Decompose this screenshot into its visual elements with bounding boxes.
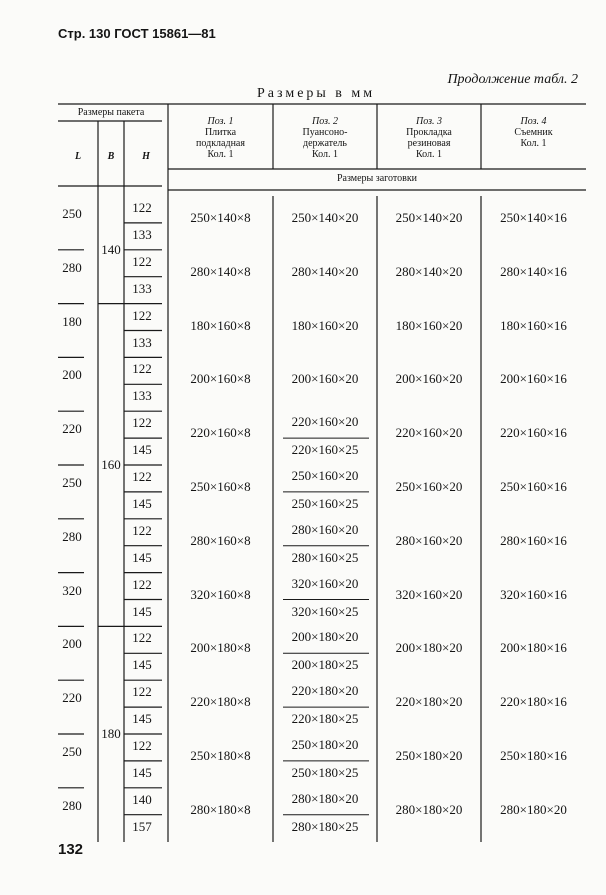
cell-L: 200 bbox=[62, 367, 82, 383]
cell-L: 250 bbox=[62, 206, 82, 221]
cell-pos3: 250×180×20 bbox=[395, 748, 463, 763]
position-2-label: Поз. 2 bbox=[312, 116, 338, 127]
cell-H: 157 bbox=[132, 818, 152, 834]
cell-L: 220 bbox=[62, 690, 82, 706]
cell-pos3: 280×180×20 bbox=[395, 801, 463, 817]
cell-pos2: 180×160×20 bbox=[291, 317, 359, 333]
cell-pos4: 180×160×16 bbox=[500, 317, 567, 333]
cell-pos1: 250×180×8 bbox=[190, 748, 251, 763]
page-number: 132 bbox=[58, 841, 84, 858]
cell-H: 122 bbox=[132, 522, 152, 538]
cell-H: 140 bbox=[132, 791, 152, 807]
cell-B-group: 180 bbox=[101, 726, 121, 741]
position-4-name: Съемник bbox=[514, 127, 553, 138]
cell-pos2: 280×180×25 bbox=[291, 818, 359, 834]
cell-pos3: 200×180×20 bbox=[395, 640, 463, 656]
cell-pos1: 250×140×8 bbox=[190, 210, 251, 225]
cell-pos3: 200×160×20 bbox=[395, 371, 463, 387]
cell-pos4: 220×160×16 bbox=[500, 425, 567, 441]
cell-H: 122 bbox=[132, 307, 152, 323]
cell-B-group: 160 bbox=[101, 457, 121, 472]
cell-H: 145 bbox=[132, 764, 152, 780]
cell-pos4: 250×180×16 bbox=[500, 748, 567, 763]
cell-pos3: 180×160×20 bbox=[395, 317, 463, 333]
cell-H: 133 bbox=[132, 388, 152, 404]
cell-H: 122 bbox=[132, 469, 152, 484]
units-title: Размеры в мм bbox=[257, 86, 376, 101]
cell-pos4: 250×140×16 bbox=[500, 210, 567, 225]
position-4-qty: Кол. 1 bbox=[520, 138, 547, 149]
cell-L: 250 bbox=[62, 744, 82, 759]
position-3-name: резиновая bbox=[407, 138, 451, 149]
cell-pos2: 250×180×20 bbox=[291, 737, 359, 752]
col-H-header: H bbox=[142, 151, 150, 162]
cell-pos1: 280×180×8 bbox=[190, 801, 251, 817]
cell-pos3: 220×180×20 bbox=[395, 694, 463, 710]
cell-pos2: 280×160×25 bbox=[291, 549, 359, 565]
cell-pos1: 280×140×8 bbox=[190, 263, 251, 279]
cell-pos4: 250×160×16 bbox=[500, 479, 567, 494]
cell-H: 122 bbox=[132, 253, 152, 269]
cell-pos2: 220×180×25 bbox=[291, 711, 359, 727]
cell-H: 122 bbox=[132, 630, 152, 646]
cell-pos4: 320×160×16 bbox=[500, 586, 567, 602]
position-1-label: Поз. 1 bbox=[207, 116, 234, 127]
cell-pos3: 320×160×20 bbox=[395, 586, 463, 602]
cell-pos2: 280×180×20 bbox=[291, 790, 359, 806]
cell-pos2: 320×160×25 bbox=[291, 603, 359, 619]
cell-pos4: 280×160×16 bbox=[500, 532, 567, 548]
cell-pos1: 320×160×8 bbox=[190, 586, 251, 602]
cell-pos3: 220×160×20 bbox=[395, 425, 463, 441]
cell-pos1: 180×160×8 bbox=[190, 317, 251, 333]
cell-pos1: 250×160×8 bbox=[190, 479, 251, 494]
page-header: Стр. 130 ГОСТ 15861—81 bbox=[58, 26, 216, 41]
cell-pos2: 250×160×25 bbox=[291, 495, 359, 511]
cell-H: 122 bbox=[132, 576, 152, 592]
cell-H: 133 bbox=[132, 334, 152, 350]
position-2-name: держатель bbox=[303, 138, 347, 149]
cell-pos1: 200×160×8 bbox=[190, 371, 251, 387]
position-4-label: Поз. 4 bbox=[520, 116, 547, 127]
position-1-qty: Кол. 1 bbox=[207, 149, 234, 160]
col-B-header: B bbox=[107, 151, 115, 162]
cell-H: 122 bbox=[132, 361, 152, 377]
cell-pos2: 200×180×25 bbox=[291, 657, 359, 673]
cell-pos2: 220×160×20 bbox=[291, 414, 359, 430]
position-1-name: Плитка bbox=[204, 127, 237, 138]
col-L-header: L bbox=[74, 151, 82, 162]
package-header: Размеры пакета bbox=[77, 107, 145, 118]
cell-pos3: 250×160×20 bbox=[395, 479, 463, 494]
cell-H: 133 bbox=[132, 226, 152, 242]
cell-B-group: 140 bbox=[101, 241, 121, 257]
cell-pos2: 220×180×20 bbox=[291, 683, 359, 699]
cell-H: 122 bbox=[132, 738, 152, 753]
table-continuation-label: Продолжение табл. 2 bbox=[447, 72, 578, 87]
cell-pos4: 280×180×20 bbox=[500, 801, 567, 817]
cell-pos3: 280×160×20 bbox=[395, 532, 463, 548]
cell-pos4: 220×180×16 bbox=[500, 694, 567, 710]
cell-pos2: 200×180×20 bbox=[291, 629, 359, 645]
cell-H: 122 bbox=[132, 415, 152, 431]
cell-pos2: 280×140×20 bbox=[291, 263, 359, 279]
cell-L: 220 bbox=[62, 421, 82, 437]
position-1-name: подкладная bbox=[196, 138, 245, 149]
cell-L: 320 bbox=[62, 582, 82, 598]
cell-L: 250 bbox=[62, 475, 82, 490]
cell-pos2: 250×160×20 bbox=[291, 468, 359, 483]
cell-pos2: 250×180×25 bbox=[291, 764, 359, 780]
cell-pos2: 280×160×20 bbox=[291, 521, 359, 537]
cell-H: 145 bbox=[132, 495, 152, 511]
cell-H: 145 bbox=[132, 442, 152, 458]
cell-H: 122 bbox=[132, 200, 152, 215]
cell-pos2: 320×160×20 bbox=[291, 575, 359, 591]
cell-L: 280 bbox=[62, 797, 82, 813]
position-3-name: Прокладка bbox=[406, 127, 452, 138]
cell-L: 280 bbox=[62, 259, 82, 275]
cell-H: 145 bbox=[132, 603, 152, 619]
cell-pos1: 220×160×8 bbox=[190, 425, 251, 441]
cell-H: 122 bbox=[132, 684, 152, 700]
cell-pos1: 280×160×8 bbox=[190, 532, 251, 548]
cell-pos3: 280×140×20 bbox=[395, 263, 463, 279]
position-2-qty: Кол. 1 bbox=[311, 149, 339, 160]
cell-pos1: 220×180×8 bbox=[190, 694, 251, 710]
cell-H: 133 bbox=[132, 280, 152, 296]
cell-pos2: 220×160×25 bbox=[291, 442, 359, 458]
cell-pos2: 200×160×20 bbox=[291, 371, 359, 387]
cell-pos4: 200×160×16 bbox=[500, 371, 567, 387]
position-3-label: Поз. 3 bbox=[416, 116, 442, 127]
cell-pos3: 250×140×20 bbox=[395, 210, 463, 225]
blank-sizes-header: Размеры заготовки bbox=[336, 173, 418, 184]
cell-pos4: 280×140×16 bbox=[500, 263, 567, 279]
cell-H: 145 bbox=[132, 711, 152, 727]
cell-L: 280 bbox=[62, 528, 82, 544]
cell-H: 145 bbox=[132, 657, 152, 673]
position-3-qty: Кол. 1 bbox=[415, 149, 443, 160]
cell-L: 180 bbox=[62, 313, 82, 329]
position-2-name: Пуансоно- bbox=[302, 127, 348, 138]
cell-H: 145 bbox=[132, 549, 152, 565]
cell-pos1: 200×180×8 bbox=[190, 640, 251, 656]
cell-L: 200 bbox=[62, 636, 82, 652]
cell-pos4: 200×180×16 bbox=[500, 640, 567, 656]
cell-pos2: 250×140×20 bbox=[291, 210, 359, 225]
